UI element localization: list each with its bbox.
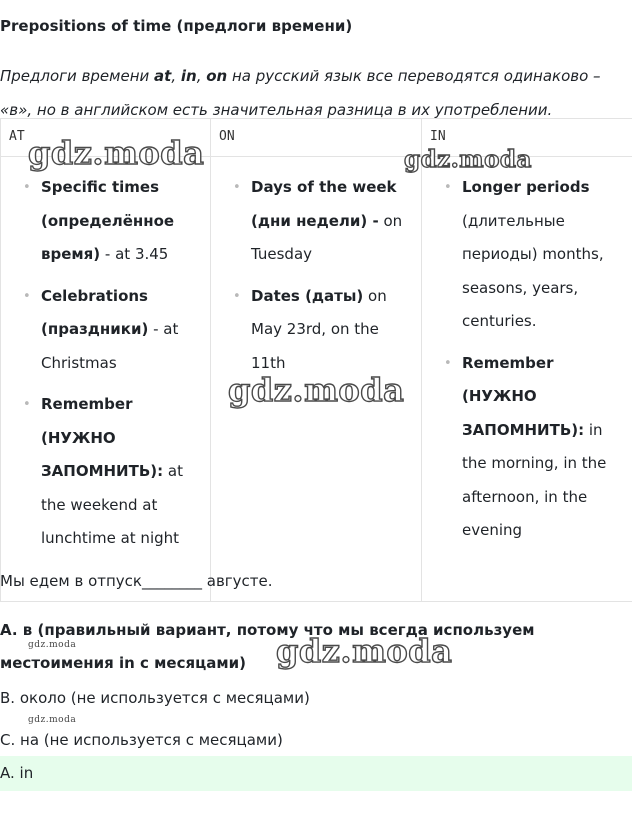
intro-line2: «в», но в английском есть значительная разница в их употреблении. [0,101,553,119]
list-item: • Days of the week (дни недели) - on Tuesday [251,171,411,272]
column-header-on: ON [211,119,422,157]
intro-paragraph [0,59,632,127]
intro-sep: , [196,67,207,85]
column-in [422,157,632,602]
question-text: Мы едем в отпуск________ августе. [0,572,273,590]
column-header-at: AT [1,119,211,157]
watermark-logo: gdz.moda [28,134,205,172]
list-item: • Specific times (определённое время) - at 3.45 [41,171,200,272]
watermark-logo: gdz.moda [228,371,405,409]
prepositions-table [0,118,632,602]
column-header-in: IN [422,119,632,157]
intro-text: на русский язык все переводятся одинаково – [227,67,601,85]
intro-text: Предлоги времени [0,67,155,85]
column-on [211,157,422,602]
watermark-logo: gdz.moda [404,146,532,173]
correct-answer-box: A. in [0,756,632,791]
page-title: Prepositions of time (предлоги времени) [0,17,353,35]
list-item: • Longer periods (длительные периоды) months, seasons, years, centuries. [462,171,622,339]
list-item: • Remember (НУЖНО ЗАПОМНИТЬ): in the morning, in the afternoon, in the evening [462,347,622,548]
list-item: • Remember (НУЖНО ЗАПОМНИТЬ): at the weekend at lunchtime at night [41,388,200,556]
watermark-logo: gdz.moda [28,715,77,725]
intro-on: on [206,67,228,85]
intro-in: in [180,67,197,85]
column-at [1,157,211,602]
answer-option-a: A. в (правильный вариант, потому что мы всегда используем местоимения in с месяцами) [0,621,535,672]
watermark-logo: gdz.moda [28,640,77,650]
answer-option-c: C. на (не используется с месяцами) [0,731,283,749]
list-item: • Dates (даты) on May 23rd, on the 11th [251,280,411,381]
answer-option-b: B. около (не используется с месяцами) [0,689,310,707]
watermark-logo: gdz.moda [276,632,453,670]
intro-at: at [154,67,172,85]
list-item: • Celebrations (праздники) - at Christmas [41,280,200,381]
intro-sep: , [171,67,181,85]
